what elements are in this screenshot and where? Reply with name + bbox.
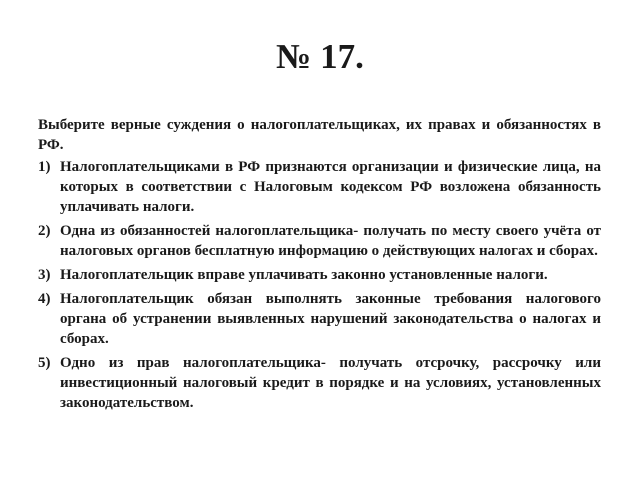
option-item bbox=[38, 289, 601, 349]
option-text: Одна из обязанностей налогоплательщика- получать по месту своего учёта от налоговых органов бесплатную информацию о действующих налогах и сборах. bbox=[60, 223, 601, 259]
option-text: Налогоплательщик обязан выполнять законные требования налогового органа об устранении выявленных нарушений законодательства о налогах и сборах. bbox=[60, 291, 601, 347]
question-block bbox=[38, 115, 601, 417]
options-list bbox=[38, 157, 601, 413]
option-text: Одно из прав налогоплательщика- получать отсрочку, рассрочку или инвестиционный налоговый кредит в порядке и на условиях, установленных законодательством. bbox=[60, 355, 601, 411]
option-item bbox=[38, 353, 601, 413]
option-number: 1) bbox=[38, 159, 51, 175]
option-number: 5) bbox=[38, 355, 51, 371]
option-item bbox=[38, 157, 601, 217]
option-item bbox=[38, 221, 601, 261]
option-number: 2) bbox=[38, 223, 51, 239]
option-number: 4) bbox=[38, 291, 51, 307]
question-text: Выберите верные суждения о налогоплательщиках, их правах и обязанностях в РФ. bbox=[38, 117, 601, 153]
option-item bbox=[38, 265, 601, 285]
option-text: Налогоплательщик вправе уплачивать законно установленные налоги. bbox=[60, 267, 548, 283]
slide-title: № 17. bbox=[276, 37, 364, 76]
option-number: 3) bbox=[38, 267, 51, 283]
option-text: Налогоплательщиками в РФ признаются организации и физические лица, на которых в соответствии с Налоговым кодексом РФ возложена обязанность уплачивать налоги. bbox=[60, 159, 601, 215]
